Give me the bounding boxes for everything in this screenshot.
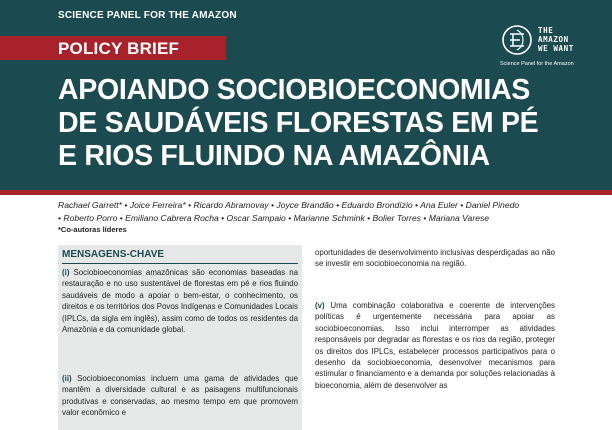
- author-line: Rachael Garrett* • Joice Ferreira* • Ricardo Abramovay • Joyce Brandão • Eduardo Brondízio • Ana Euler • Daniel Pinedo: [58, 200, 520, 210]
- paragraph-text: Uma combinação colaborativa e coerente de intervenções políticas é urgentemente necessária para apoiar as sociobioeconomias. Isso inclui interromper as atividades responsáveis por degradar as florestas e os rios da região, proteger os direitos dos IPLCs, estabelecer processos participativos para o desenho da sociobioeconomia, desenvolver mecanismos para estimular o financiamento e a demanda por soluções relacionadas à bioeconomia, além de desenvolver as: [315, 301, 555, 390]
- paragraph-marker: (ii): [62, 374, 72, 383]
- lead-authors-note: *Co-autoras líderes: [58, 225, 127, 234]
- panel-label: SCIENCE PANEL FOR THE AMAZON: [58, 10, 237, 21]
- logo-wordmark: [538, 26, 574, 53]
- key-message-paragraph: [62, 267, 298, 335]
- body-paragraph: oportunidades de desenvolvimento inclusivas desperdiçadas ao não se investir em sociobioeconomia na região.: [315, 248, 555, 269]
- key-messages-title: MENSAGENS-CHAVE: [62, 249, 165, 260]
- amazon-we-want-logo-icon: [501, 24, 533, 56]
- title-line: DE SAUDÁVEIS FLORESTAS EM PÉ: [58, 107, 539, 139]
- logo-caption: Science Panel for the Amazon: [500, 61, 574, 67]
- body-paragraph: [315, 300, 555, 391]
- logo-line-1: THE: [538, 26, 554, 35]
- author-list: [58, 199, 603, 237]
- paragraph-marker: (i): [62, 268, 70, 277]
- paragraph-text: Sociobioeconomias amazônicas são economias baseadas na restauração e no uso sustentável de florestas em pé e rios fluindo saudáveis de modo a apoiar o bem-estar, o conhecimento, os direitos e os territórios dos Povos Indígenas e Comunidades Locais (IPLCs, da sigla em inglês), assim como de todos os residentes da Amazônia e da comunidade global.: [62, 268, 298, 335]
- paragraph-text: Sociobioeconomias incluem uma gama de atividades que mantêm a diversidade cultural e as paisagens multifuncionais produtivas e conservadas, ao mesmo tempo em que promovem valor econômico e: [62, 374, 298, 418]
- key-messages-rule: [62, 263, 298, 264]
- title-line: E RIOS FLUINDO NA AMAZÔNIA: [58, 140, 490, 172]
- policy-brief-label: POLICY BRIEF: [58, 39, 180, 58]
- page-title: [58, 74, 608, 173]
- key-messages-box: [58, 245, 302, 430]
- header-banner: [0, 0, 612, 190]
- logo-line-2: AMAZON: [538, 35, 569, 44]
- paragraph-marker: (v): [315, 301, 325, 310]
- logo-line-3: WE WANT: [538, 44, 574, 53]
- key-message-paragraph: [62, 373, 298, 419]
- author-line: • Roberto Porro • Emiliano Cabrera Rocha • Oscar Sampaio • Marianne Schmink • Bolier Torres • Mariana Varese: [58, 212, 490, 223]
- title-line: APOIANDO SOCIOBIOECONOMIAS: [58, 74, 530, 106]
- header-divider: [0, 190, 612, 195]
